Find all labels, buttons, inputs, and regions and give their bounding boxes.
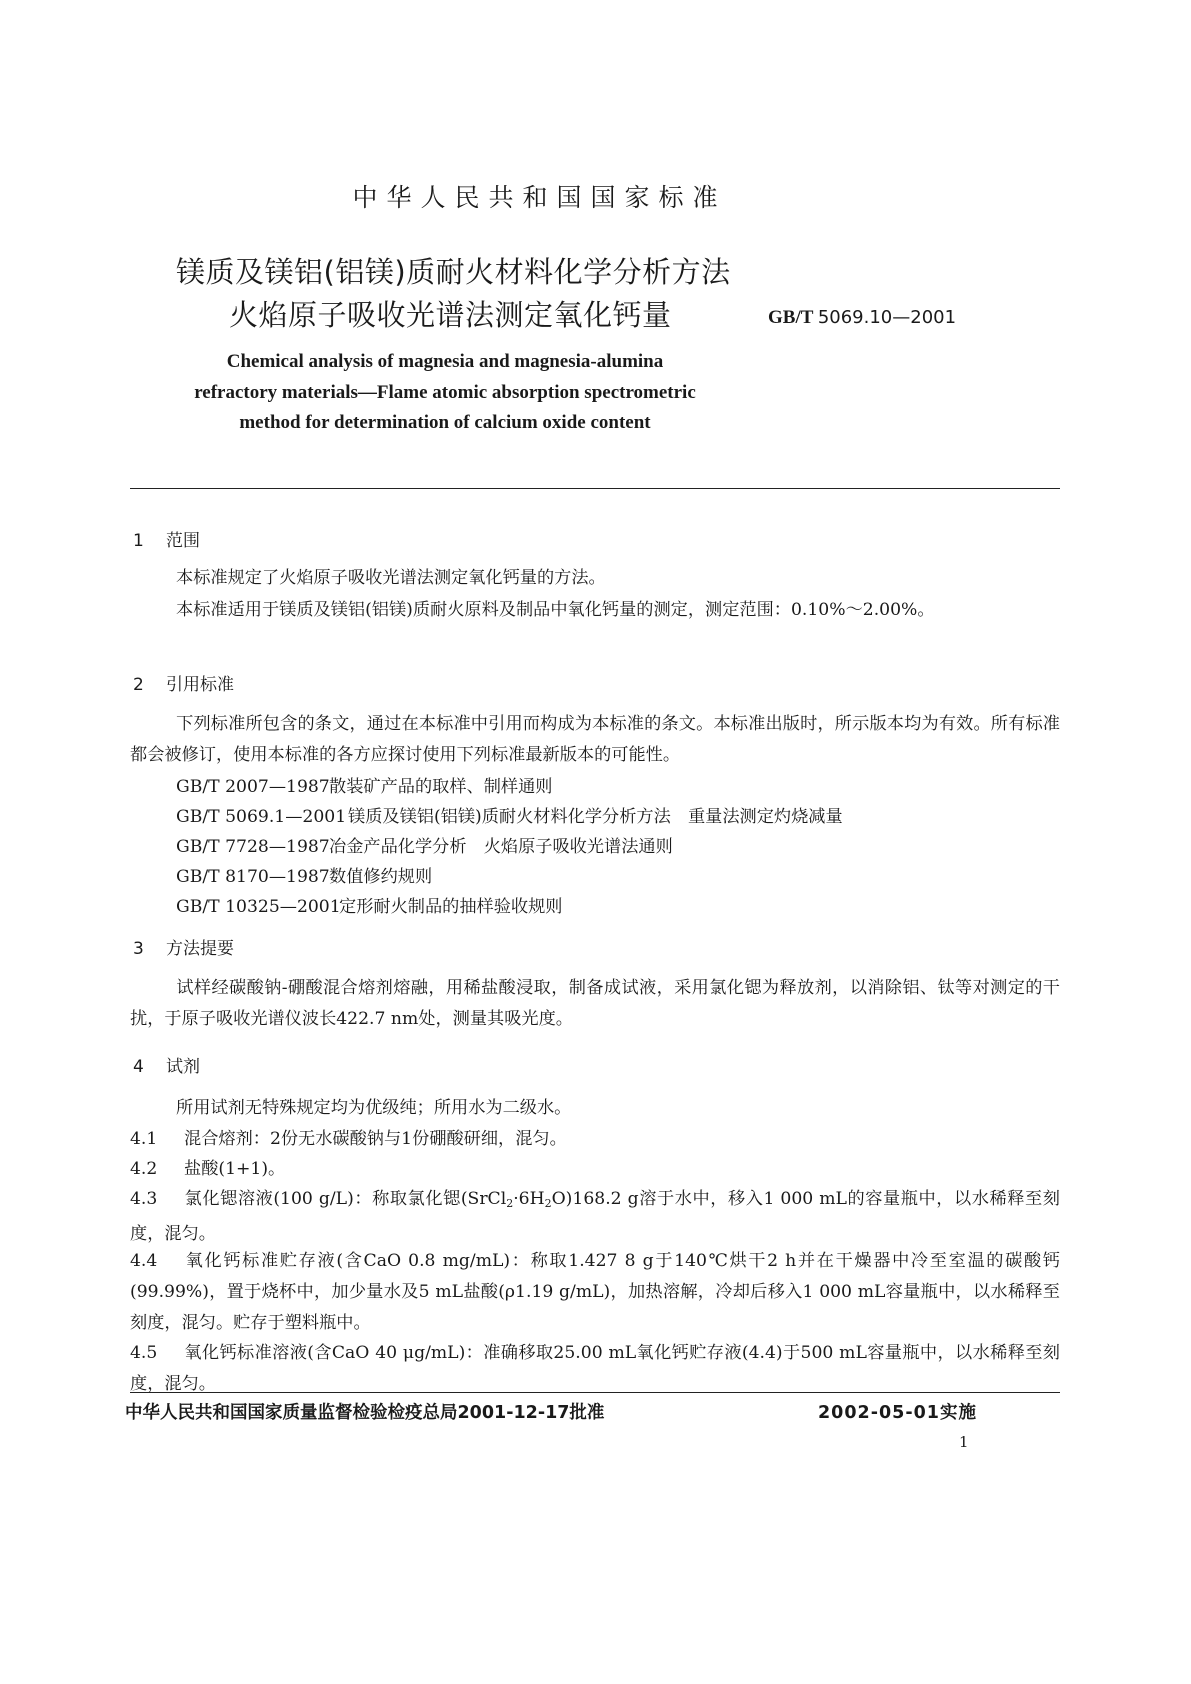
reagent-4-3 (130, 1184, 1060, 1250)
section-number: 3 (133, 939, 144, 959)
section-2-paragraph-1 (130, 709, 1060, 771)
section-number: 1 (133, 531, 144, 551)
section-3-paragraph-1 (130, 973, 1060, 1035)
standard-code: 5069.10—2001 (817, 307, 957, 328)
paragraph-text: 所用试剂无特殊规定均为优级纯；所用水为二级水。 (176, 1098, 572, 1118)
reference-code: GB/T 7728—1987 (176, 837, 330, 857)
reference-item (176, 802, 843, 827)
subscript: 2 (506, 1197, 514, 1210)
reagent-4-4 (130, 1246, 1060, 1339)
reagent-4-5 (130, 1338, 1060, 1400)
reference-code: GB/T 2007—1987 (176, 777, 330, 797)
page-number: 1 (959, 1433, 969, 1451)
title-en-line3: method for determination of calcium oxide content (239, 412, 651, 433)
standard-number (768, 307, 956, 329)
section-1-paragraph-1 (130, 563, 1060, 594)
section-title: 试剂 (166, 1057, 200, 1077)
item-number: 4.4 (130, 1251, 158, 1271)
reference-code: GB/T 5069.1—2001 (176, 807, 347, 827)
footer-rule (130, 1392, 1060, 1393)
section-3-heading (133, 934, 234, 959)
section-4-heading (133, 1052, 200, 1077)
reagent-4-2 (130, 1154, 1060, 1185)
section-2-heading (133, 670, 234, 695)
paragraph-text: 本标准适用于镁质及镁铝(铝镁)质耐火原料及制品中氧化钙量的测定，测定范围：0.10%～2.00%。 (176, 600, 935, 620)
paragraph-text: 试样经碳酸钠-硼酸混合熔剂熔融，用稀盐酸浸取，制备成试液，采用氯化锶为释放剂，以消除铝、钛等对测定的干扰，于原子吸收光谱仪波长422.7 nm处，测量其吸光度。 (130, 978, 1060, 1029)
standard-prefix: GB/T (768, 307, 814, 328)
item-text: 混合熔剂：2份无水碳酸钠与1份硼酸研细，混匀。 (184, 1129, 567, 1149)
reference-item (176, 832, 673, 857)
paragraph-text: 下列标准所包含的条文，通过在本标准中引用而构成为本标准的条文。本标准出版时，所示版本均为有效。所有标准都会被修订，使用本标准的各方应探讨使用下列标准最新版本的可能性。 (130, 714, 1060, 765)
subscript: 2 (544, 1197, 552, 1210)
reference-name: 镁质及镁铝(铝镁)质耐火材料化学分析方法 重量法测定灼烧减量 (348, 807, 843, 827)
footer-effective-date: 2002-05-01实施 (818, 1403, 977, 1423)
section-4-paragraph-0 (130, 1093, 1060, 1124)
reagent-4-1 (130, 1124, 1060, 1155)
item-text-part2: ·6H (513, 1189, 545, 1209)
title-cn-line1: 镁质及镁铝(铝镁)质耐火材料化学分析方法 (176, 255, 731, 289)
reference-name: 散装矿产品的取样、制样通则 (329, 777, 553, 797)
paragraph-text: 本标准规定了火焰原子吸收光谱法测定氧化钙量的方法。 (176, 568, 606, 588)
section-title: 范围 (166, 531, 200, 551)
item-number: 4.2 (130, 1159, 158, 1179)
item-text-part3: O)168.2 g溶于水中，移入1 000 mL的容量瓶中，以水稀释至刻度，混匀。 (130, 1189, 1060, 1244)
reference-name: 冶金产品化学分析 火焰原子吸收光谱法通则 (329, 837, 673, 857)
section-1-heading (133, 526, 200, 551)
reference-item (176, 892, 562, 917)
title-en-line1: Chemical analysis of magnesia and magnesia-alumina (226, 351, 664, 372)
item-number: 4.5 (130, 1343, 158, 1363)
header-rule (130, 488, 1060, 489)
reference-code: GB/T 10325—2001 (176, 897, 341, 917)
reference-code: GB/T 8170—1987 (176, 867, 330, 887)
reference-name: 定形耐火制品的抽样验收规则 (339, 897, 563, 917)
item-number: 4.1 (130, 1129, 158, 1149)
item-text: 氧化钙标准贮存液(含CaO 0.8 mg/mL)：称取1.427 8 g于140℃烘干2 h并在干燥器中冷至室温的碳酸钙(99.99%)，置于烧杯中，加少量水及5 mL盐酸(ρ1.19 g/mL)，加热溶解，冷却后移入1 000 mL容量瓶中，以水稀释至刻度，混匀。贮存于塑料瓶中。 (130, 1251, 1060, 1333)
footer-issuer: 中华人民共和国国家质量监督检验检疫总局2001-12-17批准 (125, 1403, 605, 1423)
title-en-line2: refractory materials—Flame atomic absorption spectrometric (194, 382, 696, 403)
reference-item (176, 772, 552, 797)
national-standard-heading: 中华人民共和国国家标准 (352, 183, 727, 212)
section-number: 4 (133, 1057, 144, 1077)
item-text-part1: 氯化锶溶液(100 g/L)：称取氯化锶(SrCl (184, 1189, 507, 1209)
section-title: 引用标准 (166, 675, 234, 695)
section-number: 2 (133, 675, 144, 695)
reference-item (176, 862, 432, 887)
item-number: 4.3 (130, 1189, 158, 1209)
title-cn-line2: 火焰原子吸收光谱法测定氧化钙量 (229, 298, 672, 332)
item-text: 氧化钙标准溶液(含CaO 40 μg/mL)：准确移取25.00 mL氧化钙贮存液(4.4)于500 mL容量瓶中，以水稀释至刻度，混匀。 (130, 1343, 1060, 1394)
section-title: 方法提要 (166, 939, 234, 959)
reference-name: 数值修约规则 (329, 867, 433, 887)
section-1-paragraph-2 (130, 595, 1060, 626)
item-text: 盐酸(1+1)。 (184, 1159, 286, 1179)
